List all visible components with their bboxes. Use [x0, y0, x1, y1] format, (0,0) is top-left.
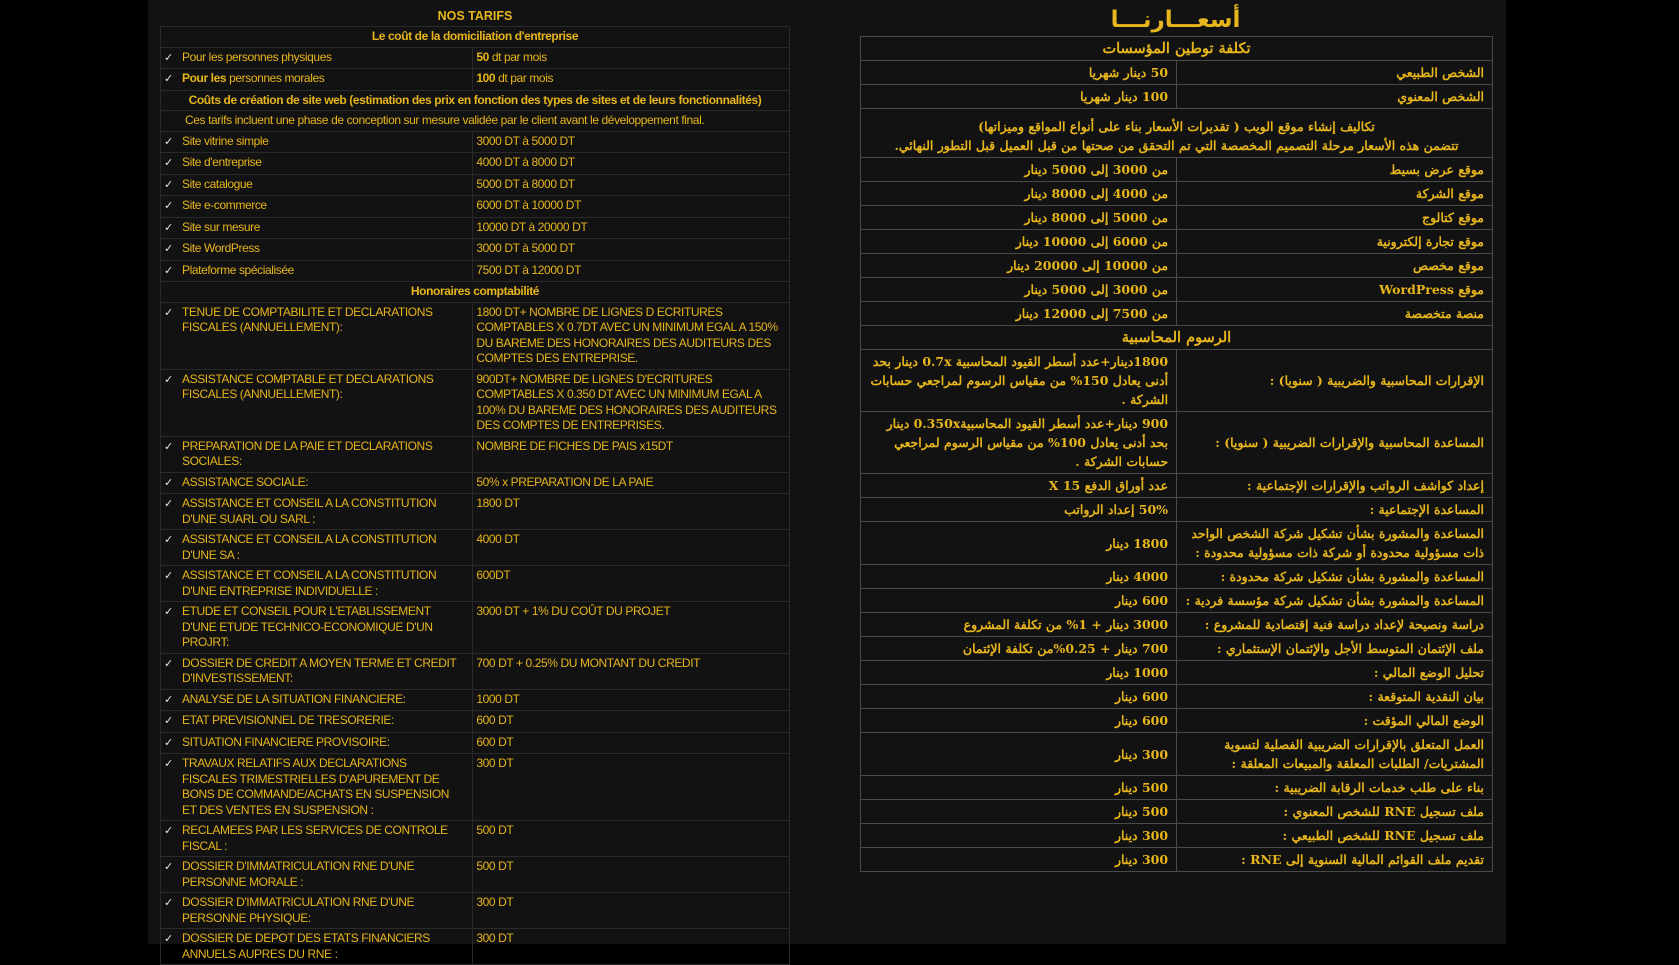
ar-web-row [861, 278, 1493, 302]
fr-title: NOS TARIFS [437, 9, 513, 23]
ar-honoraires-row [861, 613, 1493, 637]
fr-web-row-price: 7500 DT à 12000 DT [473, 260, 790, 282]
ar-web-row-label: موقع كتالوج [1177, 206, 1493, 230]
fr-honoraires-row-price: 600 DT [473, 732, 790, 754]
ar-web-header-row [861, 109, 1493, 158]
check-icon: ✓ [164, 178, 173, 191]
ar-honoraires-row-price: 50% إعداد الرواتب [861, 498, 1177, 522]
ar-honoraires-header-row [861, 326, 1493, 350]
ar-honoraires-row-label: بناء على طلب خدمات الرقابة الضريبية : [1177, 776, 1493, 800]
fr-web-header-row [161, 90, 790, 111]
fr-honoraires-row [161, 494, 790, 530]
fr-table [160, 26, 790, 965]
fr-domiciliation-unit: dt par mois [495, 71, 554, 85]
ar-table [860, 36, 1493, 872]
ar-web-row-label: موقع الشركة [1177, 182, 1493, 206]
check-icon: ✓ [164, 221, 173, 234]
fr-honoraires-row [161, 566, 790, 602]
ar-honoraires-row-price: 3000 دينار + 1% من تكلفة المشروع [861, 613, 1177, 637]
ar-honoraires-header: الرسوم المحاسبية [861, 326, 1493, 350]
ar-web-row-price: من 7500 إلى 12000 دينار [861, 302, 1177, 326]
fr-honoraires-row [161, 302, 790, 369]
fr-honoraires-header-row [161, 282, 790, 303]
ar-honoraires-row-label: المساعدة والمشورة بشأن تشكيل شركة الشخص الواحد ذات مسؤولية محدودة أو شركة ذات مسؤولية محدودة : [1177, 522, 1493, 565]
fr-honoraires-row-label: PREPARATION DE LA PAIE ET DECLARATIONS SOCIALES: [182, 438, 433, 468]
check-icon: ✓ [164, 861, 173, 873]
ar-domiciliation-row-price: 100 دينار شهريا [861, 85, 1177, 109]
fr-web-row-label: Site sur mesure [182, 219, 261, 234]
ar-honoraires-row [861, 474, 1493, 498]
fr-honoraires-row-label: TENUE DE COMPTABILITE ET DECLARATIONS FISCALES (ANNUELLEMENT): [182, 304, 433, 334]
fr-honoraires-row-price: 600 DT [473, 711, 790, 733]
arabic-price-list [858, 4, 1493, 872]
ar-web-row-price: من 10000 إلى 20000 دينار [861, 254, 1177, 278]
fr-web-row-label: Site catalogue [182, 176, 253, 191]
fr-domiciliation-unit: dt par mois [488, 49, 547, 64]
ar-honoraires-row [861, 709, 1493, 733]
check-icon: ✓ [164, 135, 173, 148]
fr-honoraires-row-label: ASSISTANCE SOCIALE: [182, 474, 309, 489]
ar-web-row-price: من 5000 إلى 8000 دينار [861, 206, 1177, 230]
check-icon: ✓ [164, 476, 173, 489]
fr-honoraires-row [161, 754, 790, 821]
ar-web-header: تكاليف إنشاء موقع الويب ( تقديرات الأسعار بناء على أنواع المواقع وميزاتها) [978, 119, 1375, 134]
ar-honoraires-row-price: 1800 دينار [861, 522, 1177, 565]
ar-honoraires-row-label: تقديم ملف القوائم المالية السنوية إلى RNE : [1177, 848, 1493, 872]
fr-honoraires-row-label: DOSSIER D'IMMATRICULATION RNE D'UNE PERSONNE MORALE : [182, 859, 415, 889]
ar-web-row [861, 230, 1493, 254]
ar-web-row-label: منصة متخصصة [1177, 302, 1493, 326]
ar-honoraires-row [861, 412, 1493, 474]
fr-honoraires-row-label: TRAVAUX RELATIFS AUX DECLARATIONS FISCALES TRIMESTRIELLES D'APUREMENT DE BONS DE COMMANDE/ACHATS EN SUSPENSION ET DES VENTES EN SUSPENSION : [182, 756, 450, 817]
ar-honoraires-row-price: 300 دينار [861, 824, 1177, 848]
ar-honoraires-row-label: ملف تسجيل RNE للشخص الطبيعي : [1177, 824, 1493, 848]
ar-honoraires-row [861, 776, 1493, 800]
ar-honoraires-row-price: 500 دينار [861, 776, 1177, 800]
ar-honoraires-row-price: 1800دينار+عدد أسطر القيود المحاسبية 0.7x دينار بحد أدنى يعادل 150% من مقياس الرسوم لمراجعي حسابات الشركة . [861, 350, 1177, 412]
ar-honoraires-row [861, 824, 1493, 848]
ar-honoraires-row [861, 350, 1493, 412]
check-icon: ✓ [164, 373, 173, 386]
fr-honoraires-row-label: DOSSIER DE CREDIT A MOYEN TERME ET CREDIT D'INVESTISSEMENT: [182, 655, 457, 685]
fr-honoraires-row-label: DOSSIER DE DEPOT DES ETATS FINANCIERS ANNUELS AUPRES DU RNE : [182, 931, 430, 961]
fr-honoraires-row-price: NOMBRE DE FICHES DE PAIS x15DT [473, 436, 790, 472]
fr-web-row-price: 3000 DT à 5000 DT [473, 131, 790, 153]
ar-honoraires-row [861, 498, 1493, 522]
check-icon: ✓ [164, 736, 173, 749]
ar-domiciliation-row-label: الشخص الطبيعي [1177, 61, 1493, 85]
check-icon: ✓ [164, 243, 173, 255]
fr-honoraires-row-price: 700 DT + 0.25% DU MONTANT DU CREDIT [473, 653, 790, 689]
ar-honoraires-row-price: 600 دينار [861, 709, 1177, 733]
fr-honoraires-row [161, 369, 790, 436]
fr-honoraires-row-label: RECLAMEES PAR LES SERVICES DE CONTROLE FISCAL : [182, 823, 448, 853]
fr-web-row-label: Site d'entreprise [182, 155, 262, 169]
fr-honoraires-row [161, 653, 790, 689]
fr-honoraires-row [161, 436, 790, 472]
ar-honoraires-row-label: الإقرارات المحاسبية والضريبية ( سنويا) : [1177, 350, 1493, 412]
fr-honoraires-row-label: ETAT PREVISIONNEL DE TRESORERIE: [182, 713, 394, 727]
fr-web-note-row [161, 111, 790, 132]
fr-honoraires-row [161, 732, 790, 754]
check-icon: ✓ [164, 498, 173, 510]
fr-honoraires-row [161, 929, 790, 965]
fr-domiciliation-label: Pour les personnes physiques [182, 49, 332, 64]
ar-web-row-price: من 6000 إلى 10000 دينار [861, 230, 1177, 254]
ar-web-row-label: موقع WordPress [1177, 278, 1493, 302]
fr-web-row [161, 131, 790, 153]
ar-honoraires-row-label: ملف تسجيل RNE للشخص المعنوي : [1177, 800, 1493, 824]
fr-honoraires-row-price: 500 DT [473, 821, 790, 857]
fr-honoraires-row [161, 472, 790, 494]
fr-web-row-price: 6000 DT à 10000 DT [473, 196, 790, 218]
ar-title: أسعـــارنـــا [1110, 7, 1241, 33]
fr-web-row-label: Site e-commerce [182, 198, 267, 212]
check-icon: ✓ [164, 73, 173, 85]
ar-domiciliation-header-row [861, 37, 1493, 61]
fr-web-row-price: 10000 DT à 20000 DT [473, 217, 790, 239]
fr-honoraires-row-price: 900DT+ NOMBRE DE LIGNES D'ECRITURES COMPTABLES X 0.350 DT AVEC UN MINIMUM EGAL A 100% DU BAREME DES HONORAIRES DES AUDITEURS DES COMPTES DE ENTREPRISES. [473, 369, 790, 436]
check-icon: ✓ [164, 306, 173, 319]
fr-web-row [161, 239, 790, 261]
fr-honoraires-row-price: 1800 DT [473, 494, 790, 530]
ar-web-row-label: موقع مخصص [1177, 254, 1493, 278]
fr-honoraires-row [161, 821, 790, 857]
check-icon: ✓ [164, 534, 173, 546]
ar-honoraires-row [861, 685, 1493, 709]
fr-web-row-price: 3000 DT à 5000 DT [473, 239, 790, 261]
check-icon: ✓ [164, 51, 173, 64]
ar-honoraires-row-label: بيان النقدية المتوقعة : [1177, 685, 1493, 709]
fr-honoraires-row-price: 600DT [473, 566, 790, 602]
ar-honoraires-row-price: 1000 دينار [861, 661, 1177, 685]
fr-honoraires-row-price: 4000 DT [473, 530, 790, 566]
ar-domiciliation-header: تكلفة توطين المؤسسات [861, 37, 1493, 61]
ar-web-row-label: موقع تجارة إلكترونية [1177, 230, 1493, 254]
fr-web-row-label: Site WordPress [182, 241, 260, 255]
ar-honoraires-row [861, 661, 1493, 685]
ar-web-row [861, 182, 1493, 206]
ar-honoraires-row-price: 600 دينار [861, 685, 1177, 709]
ar-honoraires-row-price: 600 دينار [861, 589, 1177, 613]
fr-web-note: Ces tarifs incluent une phase de conception sur mesure validée par le client avant le développement final. [161, 111, 790, 132]
fr-web-row-price: 4000 DT à 8000 DT [473, 153, 790, 175]
ar-web-row-price: من 3000 إلى 5000 دينار [861, 158, 1177, 182]
french-price-list [160, 6, 790, 965]
fr-honoraires-row-price: 1800 DT+ NOMBRE DE LIGNES D ECRITURES COMPTABLES X 0.7DT AVEC UN MINIMUM EGAL A 150% DU BAREME DES HONORAIRES DES AUDITEURS DES COMPTES DES ENTREPRISE. [473, 302, 790, 369]
fr-honoraires-row-price: 3000 DT + 1% DU COÛT DU PROJET [473, 602, 790, 654]
fr-honoraires-row-label: ANALYSE DE LA SITUATION FINANCIERE: [182, 691, 406, 706]
fr-honoraires-row-price: 1000 DT [473, 689, 790, 711]
fr-web-row [161, 196, 790, 218]
ar-web-note: تتضمن هذه الأسعار مرحلة التصميم المخصصة التي تم التحقق من صحتها من قبل العميل قبل التطور النهائي. [894, 138, 1459, 153]
fr-web-row [161, 217, 790, 239]
check-icon: ✓ [164, 715, 173, 727]
ar-domiciliation-row [861, 85, 1493, 109]
fr-honoraires-row-label: DOSSIER D'IMMATRICULATION RNE D'UNE PERSONNE PHYSIQUE: [182, 895, 415, 925]
fr-honoraires-row [161, 857, 790, 893]
ar-honoraires-row [861, 848, 1493, 872]
fr-web-row [161, 153, 790, 175]
check-icon: ✓ [164, 570, 173, 582]
ar-honoraires-row-price: عدد أوراق الدفع X 15 [861, 474, 1177, 498]
fr-web-header: Coûts de création de site web (estimation des prix en fonction des types de sites et de leurs fonctionnalités) [161, 90, 790, 111]
fr-honoraires-row-price: 300 DT [473, 754, 790, 821]
fr-web-row-label: Plateforme spécialisée [182, 262, 294, 277]
ar-honoraires-row-label: دراسة ونصيحة لإعداد دراسة فنية إقتصادية للمشروع : [1177, 613, 1493, 637]
fr-honoraires-row-price: 50% x PREPARATION DE LA PAIE [473, 472, 790, 494]
ar-honoraires-row-label: إعداد كواشف الرواتب والإقرارات الإجتماعية : [1177, 474, 1493, 498]
check-icon: ✓ [164, 606, 173, 618]
fr-domiciliation-header-row [161, 27, 790, 48]
fr-honoraires-row-label: ASSISTANCE COMPTABLE ET DECLARATIONS FISCALES (ANNUELLEMENT): [182, 371, 434, 401]
fr-honoraires-header: Honoraires comptabilité [161, 282, 790, 303]
ar-honoraires-row [861, 637, 1493, 661]
ar-honoraires-row [861, 522, 1493, 565]
check-icon: ✓ [164, 693, 173, 706]
fr-domiciliation-bold-prefix: Pour les [182, 71, 227, 85]
ar-honoraires-row [861, 733, 1493, 776]
fr-web-row [161, 174, 790, 196]
ar-honoraires-row-price: 300 دينار [861, 848, 1177, 872]
ar-web-row-label: موقع عرض بسيط [1177, 158, 1493, 182]
ar-honoraires-row [861, 589, 1493, 613]
fr-domiciliation-row [161, 69, 790, 91]
ar-web-row-price: من 4000 إلى 8000 دينار [861, 182, 1177, 206]
ar-honoraires-row [861, 565, 1493, 589]
ar-honoraires-row-label: المساعدة والمشورة بشأن تشكيل شركة محدودة : [1177, 565, 1493, 589]
check-icon: ✓ [164, 933, 173, 945]
fr-web-row-label: Site vitrine simple [182, 133, 269, 148]
ar-domiciliation-row [861, 61, 1493, 85]
ar-honoraires-row-price: 700 دينار + 0.25%من تكلفة الإئتمان [861, 637, 1177, 661]
fr-honoraires-row-price: 300 DT [473, 929, 790, 965]
ar-honoraires-row-price: 4000 دينار [861, 565, 1177, 589]
check-icon: ✓ [164, 825, 173, 837]
ar-honoraires-row-label: ملف الإئتمان المتوسط الأجل والإئتمان الإستثماري : [1177, 637, 1493, 661]
ar-domiciliation-row-price: 50 دينار شهريا [861, 61, 1177, 85]
check-icon: ✓ [164, 200, 173, 212]
ar-honoraires-row-price: 900 دينار+عدد أسطر القيود المحاسبية0.350x دينار بحد أدنى يعادل 100% من مقياس الرسوم لمراجعي حسابات الشركة . [861, 412, 1177, 474]
fr-honoraires-row-label: SITUATION FINANCIERE PROVISOIRE: [182, 734, 390, 749]
ar-honoraires-row-label: المساعدة والمشورة بشأن تشكيل شركة مؤسسة فردية : [1177, 589, 1493, 613]
fr-honoraires-row [161, 602, 790, 654]
fr-domiciliation-header: Le coût de la domiciliation d'entreprise [161, 27, 790, 48]
ar-honoraires-row-label: المساعدة الإجتماعية : [1177, 498, 1493, 522]
ar-honoraires-row [861, 800, 1493, 824]
check-icon: ✓ [164, 758, 173, 770]
fr-honoraires-row-label: ETUDE ET CONSEIL POUR L'ETABLISSEMENT D'UNE ETUDE TECHNICO-ECONOMIQUE D'UN PROJRT: [182, 604, 433, 649]
ar-web-row [861, 158, 1493, 182]
check-icon: ✓ [164, 657, 173, 670]
ar-web-row [861, 302, 1493, 326]
fr-domiciliation-amount: 100 [476, 71, 496, 85]
fr-domiciliation-row [161, 47, 790, 69]
fr-honoraires-row [161, 711, 790, 733]
fr-honoraires-row-label: ASSISTANCE ET CONSEIL A LA CONSTITUTION D'UNE SA : [182, 532, 437, 562]
ar-web-row-price: من 3000 إلى 5000 دينار [861, 278, 1177, 302]
fr-domiciliation-label: personnes morales [226, 71, 325, 85]
fr-honoraires-row-label: ASSISTANCE ET CONSEIL A LA CONSTITUTION D'UNE ENTREPRISE INDIVIDUELLE : [182, 568, 437, 598]
ar-honoraires-row-price: 500 دينار [861, 800, 1177, 824]
fr-honoraires-row-price: 500 DT [473, 857, 790, 893]
fr-honoraires-row-price: 300 DT [473, 893, 790, 929]
ar-honoraires-row-label: المساعدة المحاسبية والإقرارات الضريبية ( سنويا) : [1177, 412, 1493, 474]
ar-web-row [861, 206, 1493, 230]
ar-honoraires-row-label: العمل المتعلق بالإقرارات الضريبية الفصلية لتسوية المشتريات/ الطلبات المعلقة والمبيعات المعلقة : [1177, 733, 1493, 776]
check-icon: ✓ [164, 264, 173, 277]
ar-honoraires-row-label: الوضع المالي المؤقت : [1177, 709, 1493, 733]
ar-honoraires-row-label: تحليل الوضع المالي : [1177, 661, 1493, 685]
fr-honoraires-row [161, 893, 790, 929]
ar-web-row [861, 254, 1493, 278]
ar-honoraires-row-price: 300 دينار [861, 733, 1177, 776]
check-icon: ✓ [164, 897, 173, 909]
fr-honoraires-row [161, 530, 790, 566]
fr-web-row-price: 5000 DT à 8000 DT [473, 174, 790, 196]
fr-honoraires-row [161, 689, 790, 711]
check-icon: ✓ [164, 157, 173, 169]
check-icon: ✓ [164, 440, 173, 453]
fr-honoraires-row-label: ASSISTANCE ET CONSEIL A LA CONSTITUTION D'UNE SUARL OU SARL : [182, 496, 437, 526]
ar-domiciliation-row-label: الشخص المعنوي [1177, 85, 1493, 109]
fr-web-row [161, 260, 790, 282]
fr-domiciliation-amount: 50 [476, 49, 489, 64]
